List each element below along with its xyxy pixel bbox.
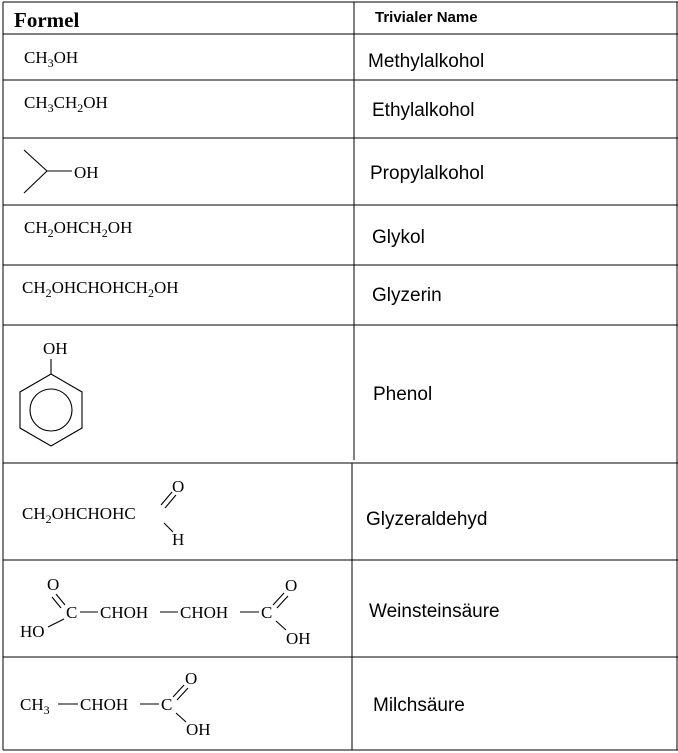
table-row	[24, 150, 484, 193]
oh-label: OH	[186, 720, 211, 739]
formula-subscript: 2	[147, 286, 154, 300]
formula-glyzerin	[22, 278, 179, 300]
formula-part: OH	[83, 93, 108, 112]
formula-subscript: 3	[47, 56, 54, 70]
formula-part: OH	[153, 278, 179, 297]
formula-subscript: 3	[47, 101, 54, 115]
name-ethylalkohol: Ethylalkohol	[372, 100, 475, 121]
double-bond	[173, 685, 184, 697]
double-bond	[161, 492, 172, 505]
table-row	[24, 218, 425, 248]
bond	[276, 621, 286, 630]
c-label: C	[161, 695, 173, 714]
formula-ethanol	[24, 93, 108, 115]
bond	[24, 171, 47, 193]
h-label: H	[172, 530, 185, 549]
table-row	[24, 93, 474, 121]
formula-subscript: 2	[101, 226, 108, 240]
oh-label: OH	[74, 163, 99, 182]
formula-ch3	[20, 695, 50, 717]
name-propylalkohol: Propylalkohol	[370, 163, 485, 184]
formula-part: CH	[20, 695, 44, 714]
formula-part: OH	[53, 48, 79, 67]
o-label: O	[47, 575, 60, 594]
phenol-structure	[20, 339, 82, 446]
o-label: O	[185, 669, 198, 688]
table-grid	[3, 2, 678, 750]
formula-glyzeraldehyd	[22, 504, 136, 526]
formula-part: CH	[24, 93, 48, 112]
double-bond	[273, 593, 284, 605]
oh-label: OH	[43, 339, 68, 358]
formula-part: OHCHOHCH	[51, 278, 148, 297]
milchsaeure-structure	[20, 669, 211, 739]
bond	[24, 150, 47, 171]
name-glykol: Glykol	[372, 227, 425, 248]
double-bond	[177, 688, 188, 700]
name-phenol: Phenol	[373, 384, 433, 405]
table-row	[22, 477, 487, 549]
name-methylalkohol: Methylalkohol	[368, 51, 485, 72]
bond	[176, 713, 186, 722]
table-row	[20, 575, 500, 648]
benzene-ring	[20, 374, 82, 446]
formula-methanol	[24, 48, 78, 70]
o-label: O	[285, 576, 298, 595]
isopropanol-structure	[24, 150, 99, 193]
table-row	[20, 339, 432, 446]
formula-subscript: 2	[77, 101, 84, 115]
formula-part: CH	[24, 218, 48, 237]
double-bond	[165, 495, 176, 508]
formula-part: OH	[107, 218, 133, 237]
formula-part: CH	[22, 504, 46, 523]
weinsteinsaeure-structure	[20, 575, 311, 648]
c-label: C	[66, 603, 78, 622]
bond	[48, 619, 64, 627]
header-trivial-name: Trivialer Name	[375, 9, 478, 26]
name-glyzerin: Glyzerin	[372, 285, 442, 306]
choh-label: CHOH	[80, 695, 129, 714]
formula-subscript: 3	[43, 703, 50, 717]
formula-part: OHCH	[53, 218, 102, 237]
choh-label: CHOH	[100, 603, 149, 622]
aromatic-circle	[30, 389, 72, 431]
ho-label: HO	[20, 622, 45, 641]
table-row	[22, 278, 442, 306]
name-weinsteinsaeure: Weinsteinsäure	[369, 601, 500, 622]
formula-subscript: 2	[47, 226, 54, 240]
header-formula: Formel	[14, 8, 80, 32]
table-row	[24, 48, 484, 72]
name-glyzeraldehyd: Glyzeraldehyd	[366, 509, 488, 530]
c-label: C	[261, 603, 273, 622]
double-bond	[277, 596, 288, 608]
formula-part: CH	[24, 48, 48, 67]
oh-label: OH	[286, 629, 311, 648]
formula-subscript: 2	[45, 286, 52, 300]
name-milchsaeure: Milchsäure	[373, 695, 465, 716]
table-row	[20, 669, 465, 739]
o-label: O	[172, 477, 185, 496]
formula-subscript: 2	[45, 512, 52, 526]
formula-part: CH	[53, 93, 78, 112]
formula-part: CH	[22, 278, 46, 297]
glyzeraldehyd-structure	[22, 477, 184, 549]
formula-part: OHCHOHC	[51, 504, 136, 523]
choh-label: CHOH	[180, 603, 229, 622]
formula-glykol	[24, 218, 132, 240]
